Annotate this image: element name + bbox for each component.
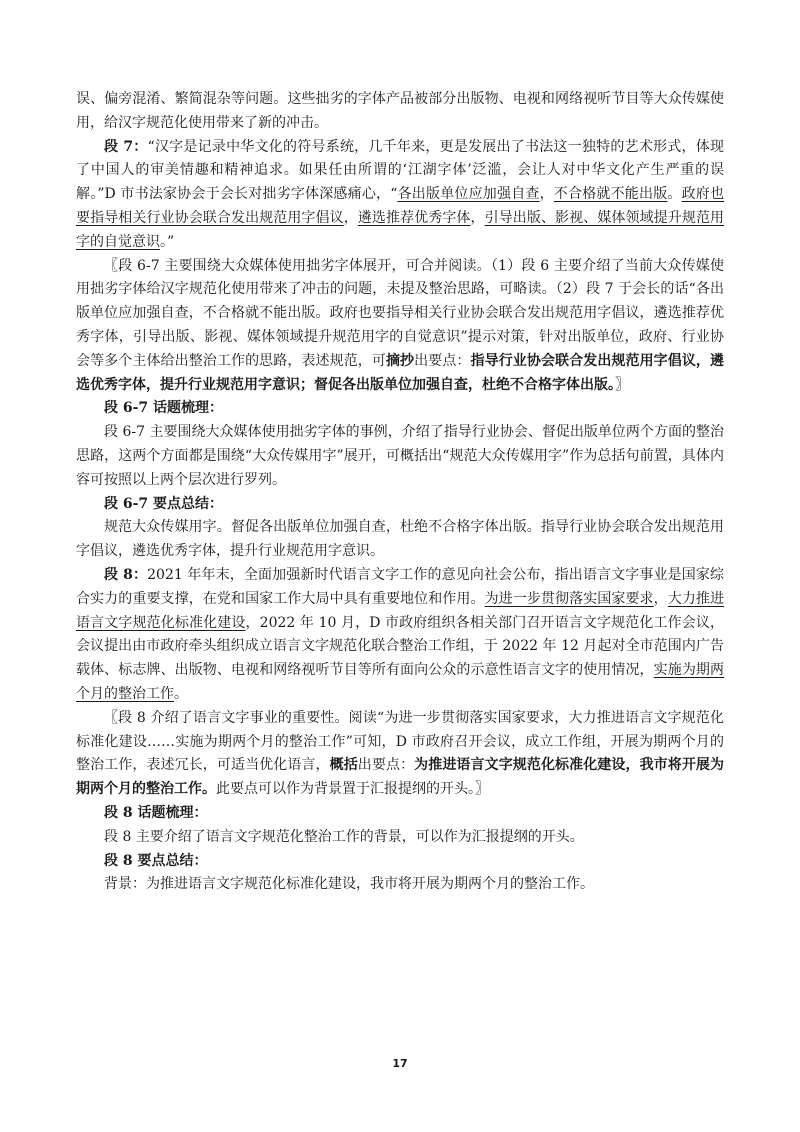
underlined-text: 各出版单位应加强自查 <box>397 186 540 203</box>
section-heading: 段 6-7 话题梳理： <box>104 400 224 417</box>
paragraph-label: 段 7： <box>104 138 148 155</box>
underlined-text: 大力推进语言文字规范化标准化建设 <box>76 590 725 631</box>
topic-summary-6-7: 段 6-7 主要围绕大众媒体使用拙劣字体的事例，介绍了指导行业协会、督促出版单位两个方面的整治思路，这两个方面都是围绕“大众传媒用字”展开，可概括出“规范大众传媒用字”作为总括句前置，具体内容可按照以上两个层次进行罗列。 <box>76 424 724 488</box>
paragraph-8: 段 8：2021 年年末，全面加强新时代语言文字工作的意见向社会公布，指出语言文字事业是国家综合实力的重要支撑，在党和国家工作大局中具有重要地位和作用。为进一步贯彻落实国家要求，大力推进语言文字规范化标准化建设，2022 年 10 月，D 市政府组织各相关部门召开语言文字规范化工作会议，会议提出由市政府牵头组织成立语言文字规范化联合整治工作组，于 2022 年 12 月起对全市范围内广告载体、标志牌、出版物、电视和网络视听节目等所有面向公众的示意性语言文字的使用情况，实施为期两个月的整治工作。 <box>76 566 725 702</box>
key-point: 为推进语言文字规范化标准化建设，我市将开展为期两个月的整治工作。 <box>76 757 725 798</box>
section-heading: 段 6-7 要点总结： <box>104 495 224 512</box>
key-points-8: 背景：为推进语言文字规范化标准化建设，我市将开展为期两个月的整治工作。 <box>104 876 594 893</box>
underlined-text: 遴选推荐优秀字体 <box>357 209 471 226</box>
page-number: 17 <box>392 1057 408 1070</box>
key-points-6-7: 规范大众传媒用字。督促各出版单位加强自查，杜绝不合格字体出版。指导行业协会联合发出规范用字倡议，遴选优秀字体，提升行业规范用字意识。 <box>76 519 724 560</box>
section-heading: 段 8 要点总结： <box>104 852 208 869</box>
analysis-note-8: 〖段 8 介绍了语言文字事业的重要性。阅读“为进一步贯彻落实国家要求，大力推进语言文字规范化标准化建设……实施为期两个月的整治工作”可知，D 市政府召开会议，成立工作组，开展为期两个月的整治工作，表述冗长，可适当优化语言，概括出要点：为推进语言文字规范化标准化建设，我市将开展为期两个月的整治工作。此要点可以作为背景置于汇报提纲的开头。〗 <box>76 709 725 798</box>
paragraph-label: 段 8： <box>104 566 148 583</box>
underlined-text: 不合格就不能出版 <box>553 186 668 203</box>
topic-summary-8: 段 8 主要介绍了语言文字规范化整治工作的背景，可以作为汇报提纲的开头。 <box>104 828 584 845</box>
key-point: 指导行业协会联合发出规范用字倡议，遴选优秀字体，提升行业规范用字意识；督促各出版单位加强自查，杜绝不合格字体出版。 <box>76 352 725 393</box>
section-heading: 段 8 话题梳理： <box>104 804 208 821</box>
underlined-text: 政府也要指导相关行业协会联合发出规范用字倡议 <box>76 186 725 226</box>
analysis-note-6-7: 〖段 6-7 主要围绕大众媒体使用拙劣字体展开，可合并阅读。（1）段 6 主要介绍了当前大众传媒使用拙劣字体给汉字规范化使用带来了冲击的问题，未提及整治思路，可略读。（2）段 7 于会长的话“各出版单位应加强自查，不合格就不能出版。政府也要指导相关行业协会联合发出规范用字倡议，遴选推荐优秀字体，引导出版、影视、媒体领域提升规范用字的自觉意识”提示对策，针对出版单位，政府、行业协会等多个主体给出整治工作的思路，表述规范，可摘抄出要点：指导行业协会联合发出规范用字倡议，遴选优秀字体，提升行业规范用字意识；督促各出版单位加强自查，杜绝不合格字体出版。〗 <box>76 257 725 393</box>
underlined-text: 为进一步贯彻落实国家要求 <box>484 590 654 607</box>
paragraph-6-continued: 误、偏旁混淆、繁简混杂等问题。这些拙劣的字体产品被部分出版物、电视和网络视听节目等大众传媒使用，给汉字规范化使用带来了新的冲击。 <box>76 91 724 131</box>
underlined-text: 引导出版、影视、媒体领域提升规范用字的自觉意识 <box>76 209 725 250</box>
underlined-text: 实施为期两个月的整治工作 <box>76 662 725 702</box>
paragraph-7: 段 7：“汉字是记录中华文化的符号系统，几千年来，更是发展出了书法这一独特的艺术形式，体现了中国人的审美情趣和精神追求。如果任由所谓的‘江湖字体’泛滥，会让人对中华文化产生严重的误解。”D 市书法家协会于会长对拙劣字体深感痛心，“各出版单位应加强自查，不合格就不能出版。政府也要指导相关行业协会联合发出规范用字倡议，遴选推荐优秀字体，引导出版、影视、媒体领域提升规范用字的自觉意识。” <box>76 138 725 250</box>
